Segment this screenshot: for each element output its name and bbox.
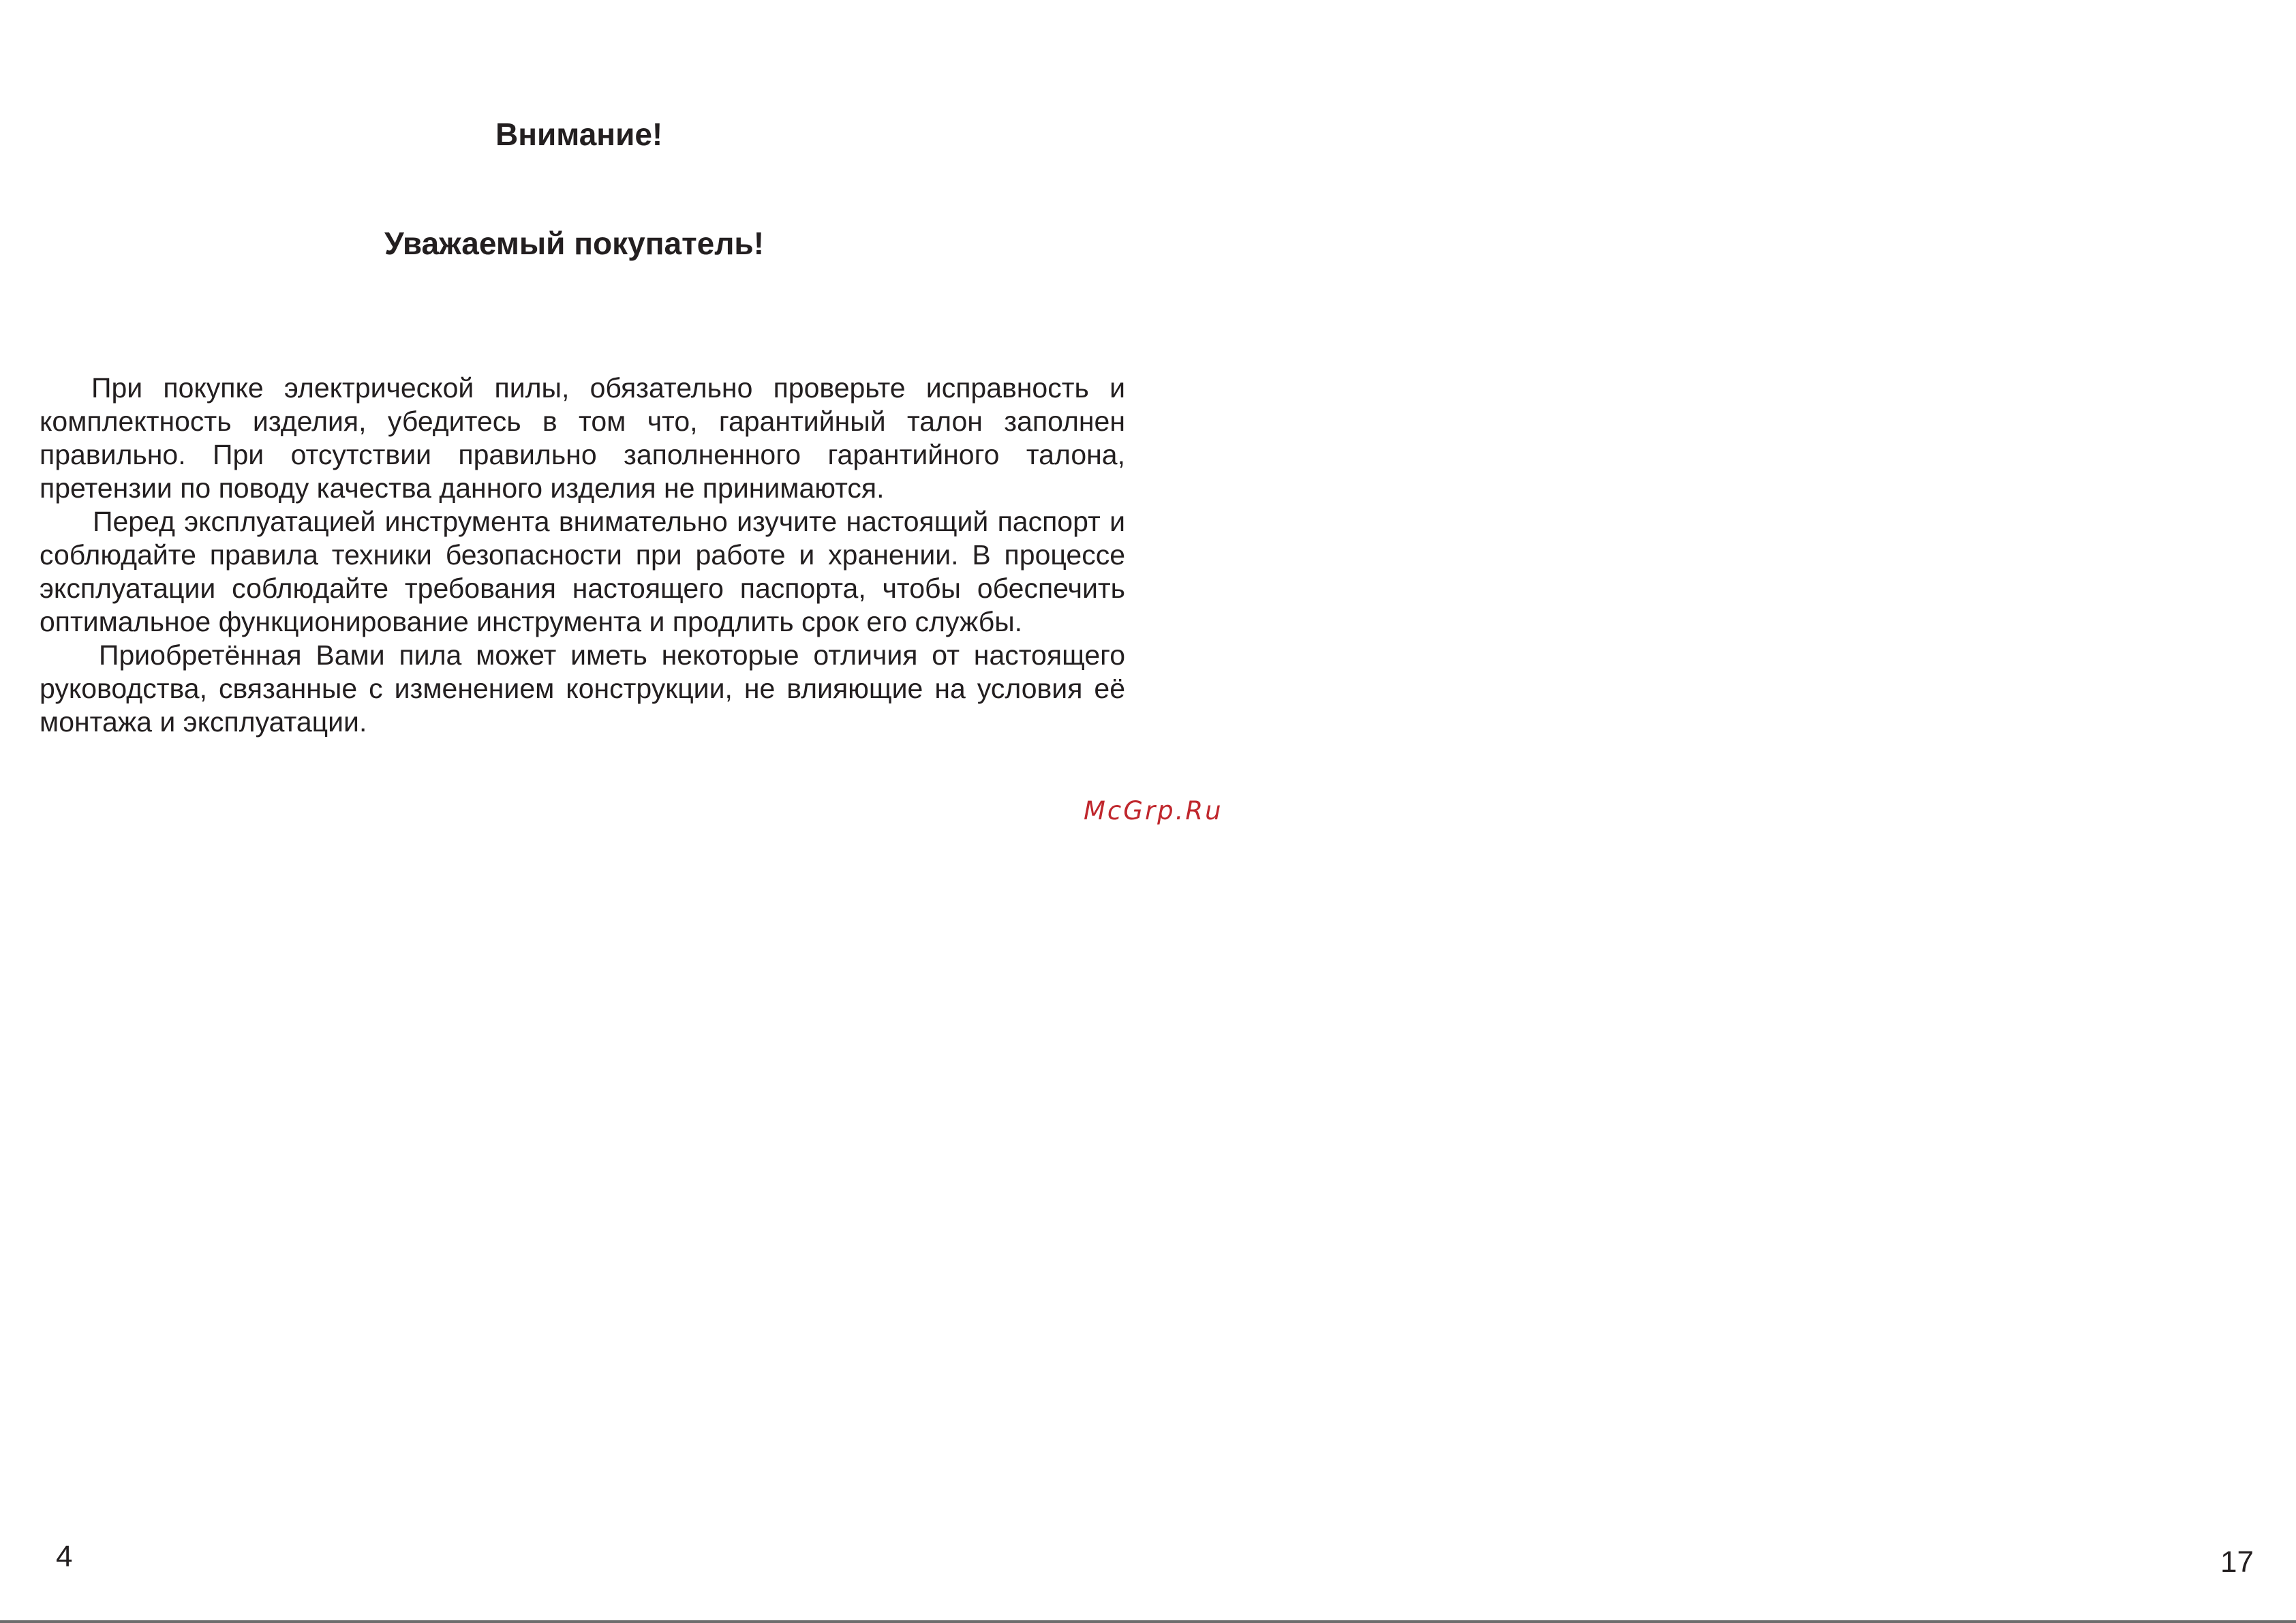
- watermark-text: McGrp.Ru: [1084, 796, 1223, 825]
- paragraph-design-differences: Приобретённая Вами пила может иметь некоторые отличия от настоящего руководства, связанные с изменением конструкции, не влияющие на условия её монтажа и эксплуатации.: [40, 639, 1125, 738]
- page-number-left: 4: [56, 1540, 73, 1573]
- notice-body: [40, 371, 1125, 739]
- bottom-divider: [0, 1620, 2296, 1623]
- page-number-right: 17: [2220, 1545, 2254, 1579]
- paragraph-operation-instructions: Перед эксплуатацией инструмента внимательно изучите настоящий паспорт и соблюдайте правила техники безопасности при работе и хранении. В процессе эксплуатации соблюдайте требования настоящего паспорта, чтобы обеспечить оптимальное функционирование инструмента и продлить срок его службы.: [40, 506, 1125, 637]
- paragraph-purchase-check: При покупке электрической пилы, обязательно проверьте исправность и комплектность изделия, убедитесь в том что, гарантийный талон заполнен правильно. При отсутствии правильно заполненного гарантийного талона, претензии по поводу качества данного изделия не принимаются.: [40, 372, 1125, 504]
- dear-buyer-heading: Уважаемый покупатель!: [384, 226, 765, 261]
- attention-heading: Внимание!: [495, 117, 663, 152]
